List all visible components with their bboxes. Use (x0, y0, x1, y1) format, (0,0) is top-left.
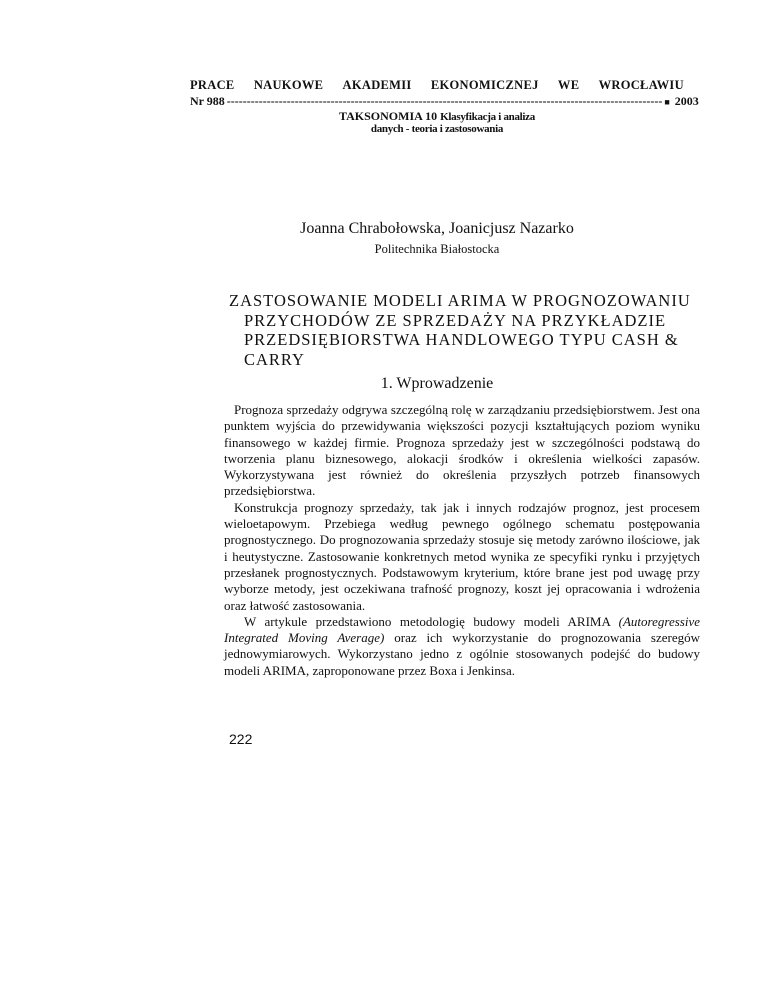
header-word: AKADEMII (342, 78, 412, 92)
paragraph (224, 614, 700, 679)
paragraph (224, 500, 700, 614)
page-number: 222 (229, 731, 253, 747)
header-word: WROCŁAWIU (598, 78, 684, 92)
section-heading: 1. Wprowadzenie (380, 375, 494, 392)
series-title (190, 109, 684, 124)
title-line: CARRY (244, 349, 305, 369)
title-line: PRZEDSIĘBIORSTWA HANDLOWEGO TYPU CASH & (244, 330, 679, 349)
series-subtitle-2: danych - teoria i zastosowania (370, 123, 504, 135)
series-name: TAKSONOMIA 10 (339, 109, 438, 123)
body-text (224, 402, 700, 679)
journal-header (190, 78, 684, 93)
header-word: EKONOMICZNEJ (430, 78, 539, 92)
square-bullet-icon: ■ (664, 96, 670, 107)
paper-title (229, 291, 691, 369)
paragraph-text: oraz ich wykorzystanie do prognozowania szeregów jednowymiarowych. Wykorzystano jedno z ogólnie stosowanych podejść do budowy modeli ARIMA, zaproponowane przez Boxa i Jenkinsa. (224, 630, 700, 678)
issue-year: 2003 (674, 94, 699, 108)
paragraph (224, 402, 700, 500)
paragraph-text: Konstrukcja prognozy sprzedaży, tak jak i innych rodzajów prognoz, jest procesem wieloetapowym. Przebiega według pewnego ogólnego schematu postępowania prognostycznego. Do prognozowania sprzedaży stosuje się metody zarówno ilościowe, jak i heutystyczne. Zastosowanie konkretnych metod wynika ze specyfiki rynku i przyjętych przesłanek prognostycznych. Podstawowym kryterium, które brane jest pod uwagę przy wyborze metody, jest oczekiwana trafność prognozy, koszt jej opracowania i wdrożenia oraz łatwość zastosowania. (224, 499, 700, 613)
paragraph-text: Prognoza sprzedaży odgrywa szczególną rolę w zarządzaniu przedsiębiorstwem. Jest ona punktem wyjścia do przewidywania większości pozycji kształtujących poziom wyniku finansowego w każdej firmie. Prognoza sprzedaży jest w szczególności podstawą do tworzenia planu biznesowego, alokacji środków i określenia wielkości zapasów. Wykorzystywana jest również do określenia przyszłych potrzeb finansowych przedsiębiorstwa. (224, 402, 700, 499)
dash-rule: ------------------------------------------------------------------------------------------------------------- (226, 94, 663, 108)
affiliation: Politechnika Białostocka (374, 242, 500, 256)
header-word: NAUKOWE (253, 78, 324, 92)
series-subtitle-1: Klasyfikacja i analiza (440, 111, 535, 123)
italic-term: (Autoregressive Integrated Moving Average) (224, 613, 701, 646)
header-word: WE (557, 78, 580, 92)
title-line: ZASTOSOWANIE MODELI ARIMA W PROGNOZOWANIU (229, 291, 691, 310)
title-line: PRZYCHODÓW ZE SPRZEDAŻY NA PRZYKŁADZIE (244, 310, 667, 330)
header-word: PRACE (190, 78, 235, 92)
issue-number: Nr 988 (190, 94, 225, 108)
authors: Joanna Chrabołowska, Joanicjusz Nazarko (300, 220, 574, 237)
paragraph-text: W artykule przedstawiono metodologię budowy modeli ARIMA (244, 613, 611, 629)
issue-line (190, 94, 699, 109)
